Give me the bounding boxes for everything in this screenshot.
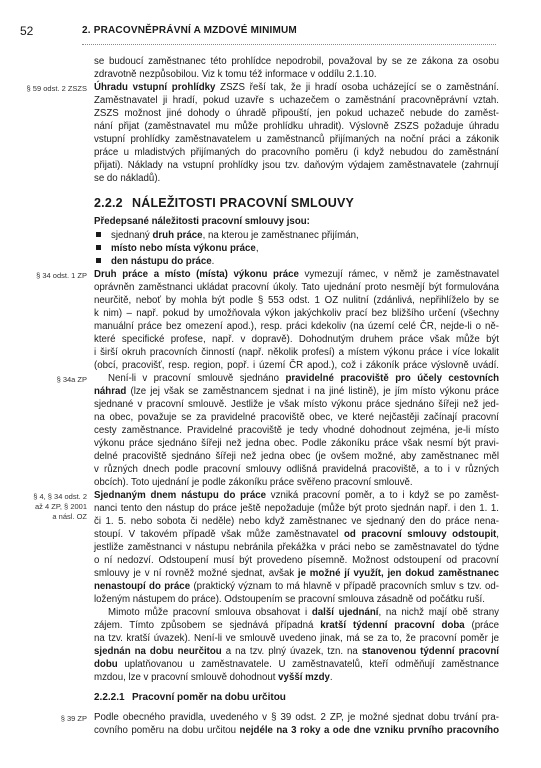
text-line: Sjednaným dnem nástupu do práce vzniká pracovní poměr, a to i když se po zaměst- [94, 490, 499, 501]
text-line: ZSZS možnost jiné dohody o úhradě připouští, jen pokud uchazeč nebude do zaměst- [94, 108, 499, 119]
text-line: (obcí, pracovišť, resp. region, popř. i území ČR apod.), což i zákoník práce výslovně uvádí. [94, 360, 499, 371]
margin-note: § 59 odst. 2 ZSZS [26, 84, 87, 93]
list-item: místo nebo místa výkonu práce, [94, 242, 499, 255]
text-line: Druh práce a místo (místa) výkonu práce vymezují rámec, v němž je zaměstnavatel [94, 269, 499, 280]
text-line: smlouvy je v ní rovněž možné sjednat, avšak je možné jí využít, jen dokud zaměstnanec [94, 568, 499, 579]
text-line: stoupí. V takovém případě však může zaměstnavatel od pracovní smlouvy odstoupit, [94, 529, 499, 540]
margin-note: § 34 odst. 1 ZP [36, 271, 87, 280]
text-line: loženým nástupem do práce). Odstoupením se pracovní smlouva zásadně od počátku ruší. [94, 594, 485, 605]
text-line: vstupní prohlídky zaměstnavatelem u zaměstnanců přijímaných na noční práci a zákonik [94, 134, 499, 145]
text-line: Podle obecného pravidla, uvedeného v § 39 odst. 2 ZP, je možné sjednat dobu trvání pra- [94, 712, 499, 723]
margin-note: až 4 ZP, § 2001 [35, 502, 87, 511]
text-line: jestliže zaměstnanci v nástupu nebránila překážka v práci nebo se zaměstnavatel do týdne [94, 542, 499, 553]
text-line: obcích). Toto ujednání je podle zákoníku práce svěřeno pracovní smlouvě. [94, 477, 413, 488]
text-line: Úhradu vstupní prohlídky ZSZS řeší tak, že ji hradí osoba ucházející se o zaměstnání. [94, 82, 499, 93]
text-line: nanci tento den nástup do práce ještě nepožaduje (může být proto sjednán např. i den 1. 1. [94, 503, 499, 514]
text-line: Není-li v pracovní smlouvě sjednáno pravidelné pracoviště pro účely cestovních [108, 373, 499, 384]
text-line: či 1. 5. nebo sobota či neděle) nebo když zaměstnanec ve sjednaný den do práce nena- [94, 516, 499, 527]
text-line: na tzv. kratší úvazek). Není-li ve smlouvě uvedeno jinak, má se za to, že pracovní poměr je [94, 633, 499, 644]
list-intro: Předepsané náležitosti pracovní smlouvy jsou: [94, 216, 310, 227]
bullet-icon [96, 258, 101, 263]
text-line: Mimoto může pracovní smlouva obsahovat i další ujednání, na nichž mají obě strany [108, 607, 499, 618]
text-line: sjednán na dobu neurčitou a na tzv. plný úvazek, tzn. na stanovenou týdenní pracovní [94, 646, 500, 657]
text-line: manuální práce bez omezení apod.), resp. práci kdekoliv (na území celé ČR, nejde-li o ně- [94, 321, 499, 332]
text-line: cesty zaměstnance. Pravidelné pracoviště je tedy vhodné dohodnout zejména, je-li místo [94, 425, 499, 436]
section-heading: 2.2.2 NÁLEŽITOSTI PRACOVNÍ SMLOUVY [94, 196, 355, 210]
text-line: dobu uplatňovanou u zaměstnavatele. U zaměstnavatelů, kteří odměňují zaměstnance [94, 659, 499, 670]
margin-note: a násl. OZ [52, 512, 87, 521]
text-line: o ní nedozví. Odstoupení musí být provedeno písemně. Možnost odstoupení od pracovní [94, 555, 499, 566]
text-line: výkonu práce sjednáno šířeji než jedna obec. Podle zákoníku práce však nesmí být pravi- [94, 438, 499, 449]
text-line: Zaměstnavatel ji hradí, pokud uzavře s uchazečem o zaměstnání pracovněprávní vztah. [94, 95, 499, 106]
list-item: sjednaný druh práce, na kterou je zaměstnanec přijímán, [94, 229, 499, 242]
text-line: i širší okruh pracovních činností (např. několik profesí) a místem výkonu práce i více lokalit [94, 347, 499, 358]
text-line: na obec, považuje se za pravidelné pracoviště obec, ve které nejčastěji začínají pracovní [94, 412, 499, 423]
text-line: sjednané v pracovní smlouvě. Jestliže je však místo výkonu práce sjednáno šířeji než jed- [94, 399, 499, 410]
subsection-heading: 2.2.2.1 Pracovní poměr na dobu určitou [94, 692, 286, 703]
text-line: které specifické profese, např. v dopravě). Dohodnutým druhem práce však může být [94, 334, 499, 345]
margin-note: § 34a ZP [56, 375, 87, 384]
text-line: nání přijat (zaměstnavatel mu může prohlídku uhradit). Výslovně ZSZS požaduje úhradu [94, 121, 499, 132]
margin-note: § 4, § 34 odst. 2 [33, 492, 87, 501]
page-number: 52 [20, 24, 34, 38]
list-item: den nástupu do práce. [94, 255, 499, 268]
text-line: se budoucí zaměstnanec této prohlídce nepodrobil, považoval by se ze zákona za osobu [94, 56, 499, 67]
text-line: náhrad (lze jej však se zaměstnancem sjednat i na jiné listině), je jím místo výkonu práce [94, 386, 499, 397]
running-header [20, 24, 525, 40]
text-line: v různých dnech podle pracovní smlouvy odlišná pravidelná pracoviště, a to i v různých [94, 464, 499, 475]
margin-note: § 39 ZP [60, 714, 87, 723]
dotted-divider [82, 44, 496, 45]
text-line: delné pracoviště sjednáno šířeji než jedna obec (je ovšem možné, aby zaměstnanec měl [94, 451, 499, 462]
text-line: mzdou, lze v pracovní smlouvě dohodnout vyšší mzdy. [94, 672, 333, 683]
text-line: k nim) – např. pokud by umožňovala výkon jakýchkoliv prací bez bližšího určení (všechny [94, 308, 499, 319]
text-line: oprávněn zaměstnanci ukládat pracovní úkoly. Tato ujednání proto nesmějí být formulována [94, 282, 499, 293]
bullet-icon [96, 245, 101, 250]
bullet-icon [96, 232, 101, 237]
text-line: se do nákladů). [94, 173, 161, 184]
text-line: nenastoupí do práce (praktický význam to má hlavně v případě pracovních smluv s tzv. od- [94, 581, 499, 592]
text-line: neurčitě, neboť by mohla být podle § 553 odst. 1 OZ nulitní (zdánlivá, nepřihlíželo by se [94, 295, 499, 306]
text-line: práce u mladistvých přijímaných do pracovního poměru (i když nebudou do zaměstnání [94, 147, 499, 158]
text-line: zájem. Tímto způsobem se sjednává případná kratší týdenní pracovní doba (práce [94, 620, 500, 631]
text-line: přijati). Náklady na vstupní prohlídky jsou tzv. daňovým výdajem zaměstnavatele (zahrnují [94, 160, 499, 171]
chapter-title: 2. PRACOVNĚPRÁVNÍ A MZDOVÉ MINIMUM [82, 25, 297, 36]
text-line: zdravotně nezpůsobilou. Viz k tomu též informace v oddílu 2.1.10. [94, 69, 377, 80]
text-line: covního poměru na dobu určitou nejdéle na 3 roky a ode dne vzniku prvního pracovního [94, 725, 499, 736]
